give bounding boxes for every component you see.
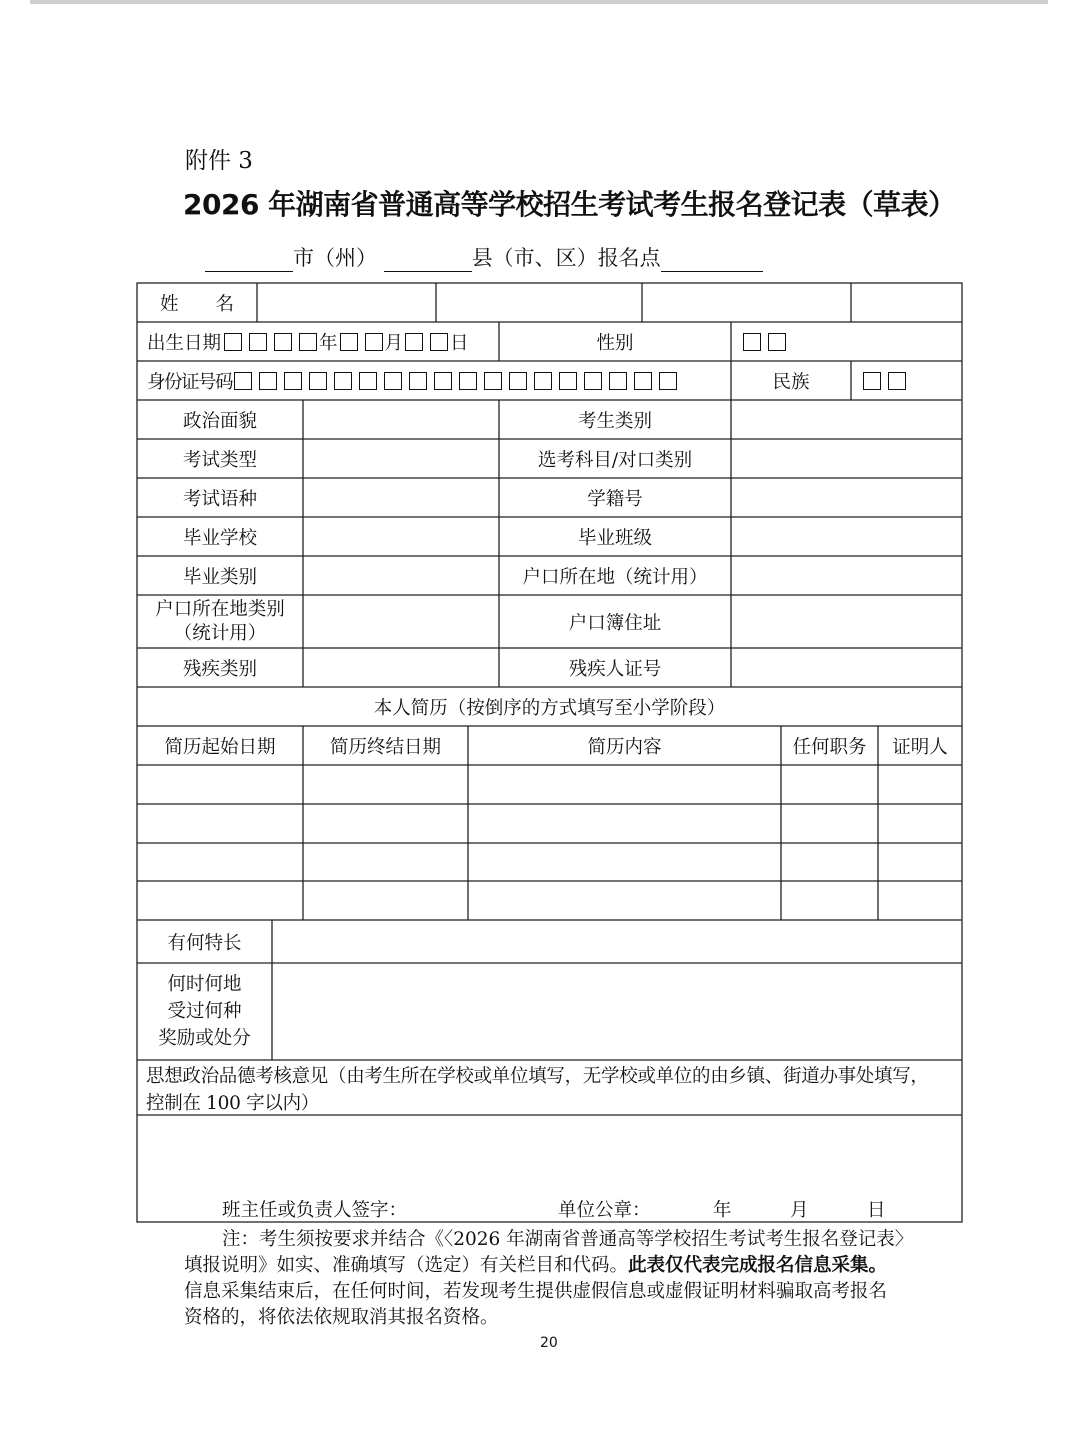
moral-assessment-label bbox=[146, 1063, 929, 1117]
note-line1: 注：考生须按要求并结合《〈2026 年湖南省普通高等学校招生考试考生报名登记表〉 bbox=[222, 1229, 914, 1250]
birth-year-boxes[interactable] bbox=[224, 333, 319, 351]
info-row bbox=[137, 556, 962, 595]
specialty-row bbox=[137, 920, 962, 963]
signature-month-label: 月 bbox=[790, 1200, 809, 1221]
name-input-cell-2[interactable] bbox=[436, 283, 642, 322]
graduation-category-label: 毕业类别 bbox=[182, 566, 257, 588]
note-line2-text: 填报说明》如实、准确填写（选定）有关栏目和代码。 bbox=[184, 1255, 629, 1276]
moral-assessment-input[interactable] bbox=[138, 1116, 961, 1186]
unit-seal-label: 单位公章： bbox=[558, 1200, 651, 1221]
household-location-label: 户口所在地（统计用） bbox=[522, 566, 708, 588]
info-row bbox=[137, 439, 962, 478]
exam-type-input[interactable] bbox=[303, 439, 499, 478]
disability-category-input[interactable] bbox=[303, 648, 499, 687]
note-line4: 资格的，将依法依规取消其报名资格。 bbox=[184, 1307, 499, 1328]
awards-label-line3: 奖励或处分 bbox=[158, 1028, 251, 1049]
id-number-label: 身份证号码 bbox=[147, 371, 233, 393]
specialty-label: 有何特长 bbox=[167, 932, 242, 954]
gender-label: 性别 bbox=[596, 332, 634, 354]
note-line3: 信息采集结束后，在任何时间，若发现考生提供虚假信息或虚假证明材料骗取高考报名 bbox=[184, 1281, 888, 1302]
resume-entry-row[interactable] bbox=[137, 804, 962, 843]
awards-input[interactable] bbox=[272, 963, 962, 1060]
id-ethnicity-row bbox=[137, 361, 962, 400]
name-input-cell-4[interactable] bbox=[851, 283, 962, 322]
note-emphasis: 此表仅代表完成报名信息采集。 bbox=[628, 1255, 888, 1276]
id-number-boxes[interactable] bbox=[234, 372, 684, 390]
resume-start-date-header: 简历起始日期 bbox=[164, 736, 276, 758]
resume-entry-row[interactable] bbox=[137, 765, 962, 804]
elective-subject-label: 选考科目/对口类别 bbox=[537, 449, 693, 471]
disability-category-label: 残疾类别 bbox=[182, 658, 257, 680]
city-label: 市（州） bbox=[293, 246, 377, 270]
info-row bbox=[137, 517, 962, 556]
birth-date-field[interactable] bbox=[147, 322, 499, 361]
name-label: 姓 名 bbox=[159, 293, 234, 315]
name-row bbox=[137, 283, 962, 322]
disability-certificate-label: 残疾人证号 bbox=[568, 658, 662, 680]
graduation-class-input[interactable] bbox=[731, 517, 962, 556]
teacher-signature-label: 班主任或负责人签字： bbox=[222, 1200, 408, 1221]
name-input-cell-3[interactable] bbox=[642, 283, 851, 322]
info-row bbox=[137, 648, 962, 687]
disability-certificate-input[interactable] bbox=[731, 648, 962, 687]
page-number: 20 bbox=[540, 1335, 558, 1351]
graduation-school-label: 毕业学校 bbox=[182, 527, 257, 549]
household-address-input[interactable] bbox=[731, 595, 962, 648]
signature-year-label: 年 bbox=[713, 1200, 732, 1221]
exam-language-label: 考试语种 bbox=[182, 488, 257, 510]
county-label: 县（市、区） bbox=[471, 246, 598, 270]
resume-title: 本人简历（按倒序的方式填写至小学阶段） bbox=[373, 697, 726, 719]
info-row bbox=[137, 400, 962, 439]
political-status-label: 政治面貌 bbox=[182, 410, 257, 432]
resume-witness-header: 证明人 bbox=[892, 736, 948, 758]
birth-day-boxes[interactable] bbox=[405, 333, 450, 351]
household-location-input[interactable] bbox=[731, 556, 962, 595]
birth-month-boxes[interactable] bbox=[340, 333, 385, 351]
candidate-category-input[interactable] bbox=[731, 400, 962, 439]
household-address-label: 户口簿住址 bbox=[568, 612, 662, 634]
graduation-class-label: 毕业班级 bbox=[577, 527, 652, 549]
resume-entry-row[interactable] bbox=[137, 881, 962, 920]
awards-label-line2: 受过何种 bbox=[167, 1001, 242, 1022]
specialty-input[interactable] bbox=[272, 920, 962, 963]
exam-type-label: 考试类型 bbox=[182, 449, 257, 471]
household-category-input[interactable] bbox=[303, 595, 499, 648]
student-number-input[interactable] bbox=[731, 478, 962, 517]
awards-label-line1: 何时何地 bbox=[167, 974, 242, 995]
note-line2 bbox=[184, 1251, 887, 1277]
resume-header-row bbox=[137, 726, 962, 765]
resume-position-header: 任何职务 bbox=[792, 736, 867, 758]
household-category-label bbox=[137, 595, 303, 648]
name-input-cell-1[interactable] bbox=[257, 283, 436, 322]
graduation-category-input[interactable] bbox=[303, 556, 499, 595]
exam-language-input[interactable] bbox=[303, 478, 499, 517]
awards-label bbox=[137, 963, 272, 1060]
resume-section bbox=[137, 687, 962, 726]
attachment-label: 附件 3 bbox=[185, 148, 253, 174]
ethnicity-code-boxes[interactable] bbox=[863, 361, 962, 400]
household-category-label-line1: 户口所在地类别 bbox=[155, 598, 285, 620]
graduation-school-input[interactable] bbox=[303, 517, 499, 556]
signature-day-label: 日 bbox=[867, 1200, 886, 1221]
registration-point-label: 报名点 bbox=[597, 246, 661, 270]
day-unit: 日 bbox=[450, 332, 469, 354]
month-unit: 月 bbox=[384, 332, 404, 354]
household-category-label-line2: （统计用） bbox=[173, 622, 267, 644]
political-status-input[interactable] bbox=[303, 400, 499, 439]
resume-content-header: 简历内容 bbox=[587, 736, 662, 758]
birth-date-label: 出生日期 bbox=[147, 332, 222, 354]
year-unit: 年 bbox=[319, 332, 338, 354]
elective-subject-input[interactable] bbox=[731, 439, 962, 478]
moral-assessment-line1: 思想政治品德考核意见（由考生所在学校或单位填写，无学校或单位的由乡镇、街道办事处填写， bbox=[146, 1066, 929, 1087]
candidate-category-label: 考生类别 bbox=[577, 410, 652, 432]
info-row bbox=[137, 478, 962, 517]
page-title: 2026 年湖南省普通高等学校招生考试考生报名登记表（草表） bbox=[183, 188, 956, 221]
info-row bbox=[137, 595, 962, 648]
resume-entry-row[interactable] bbox=[137, 843, 962, 881]
gender-code-boxes[interactable] bbox=[743, 322, 943, 361]
moral-assessment-line2: 控制在 100 字以内） bbox=[146, 1093, 319, 1114]
resume-end-date-header: 简历终结日期 bbox=[329, 736, 441, 758]
student-number-label: 学籍号 bbox=[587, 488, 643, 510]
birth-gender-row bbox=[137, 322, 962, 361]
ethnicity-label: 民族 bbox=[772, 371, 810, 393]
id-number-field[interactable] bbox=[147, 361, 731, 400]
awards-row bbox=[137, 963, 962, 1060]
